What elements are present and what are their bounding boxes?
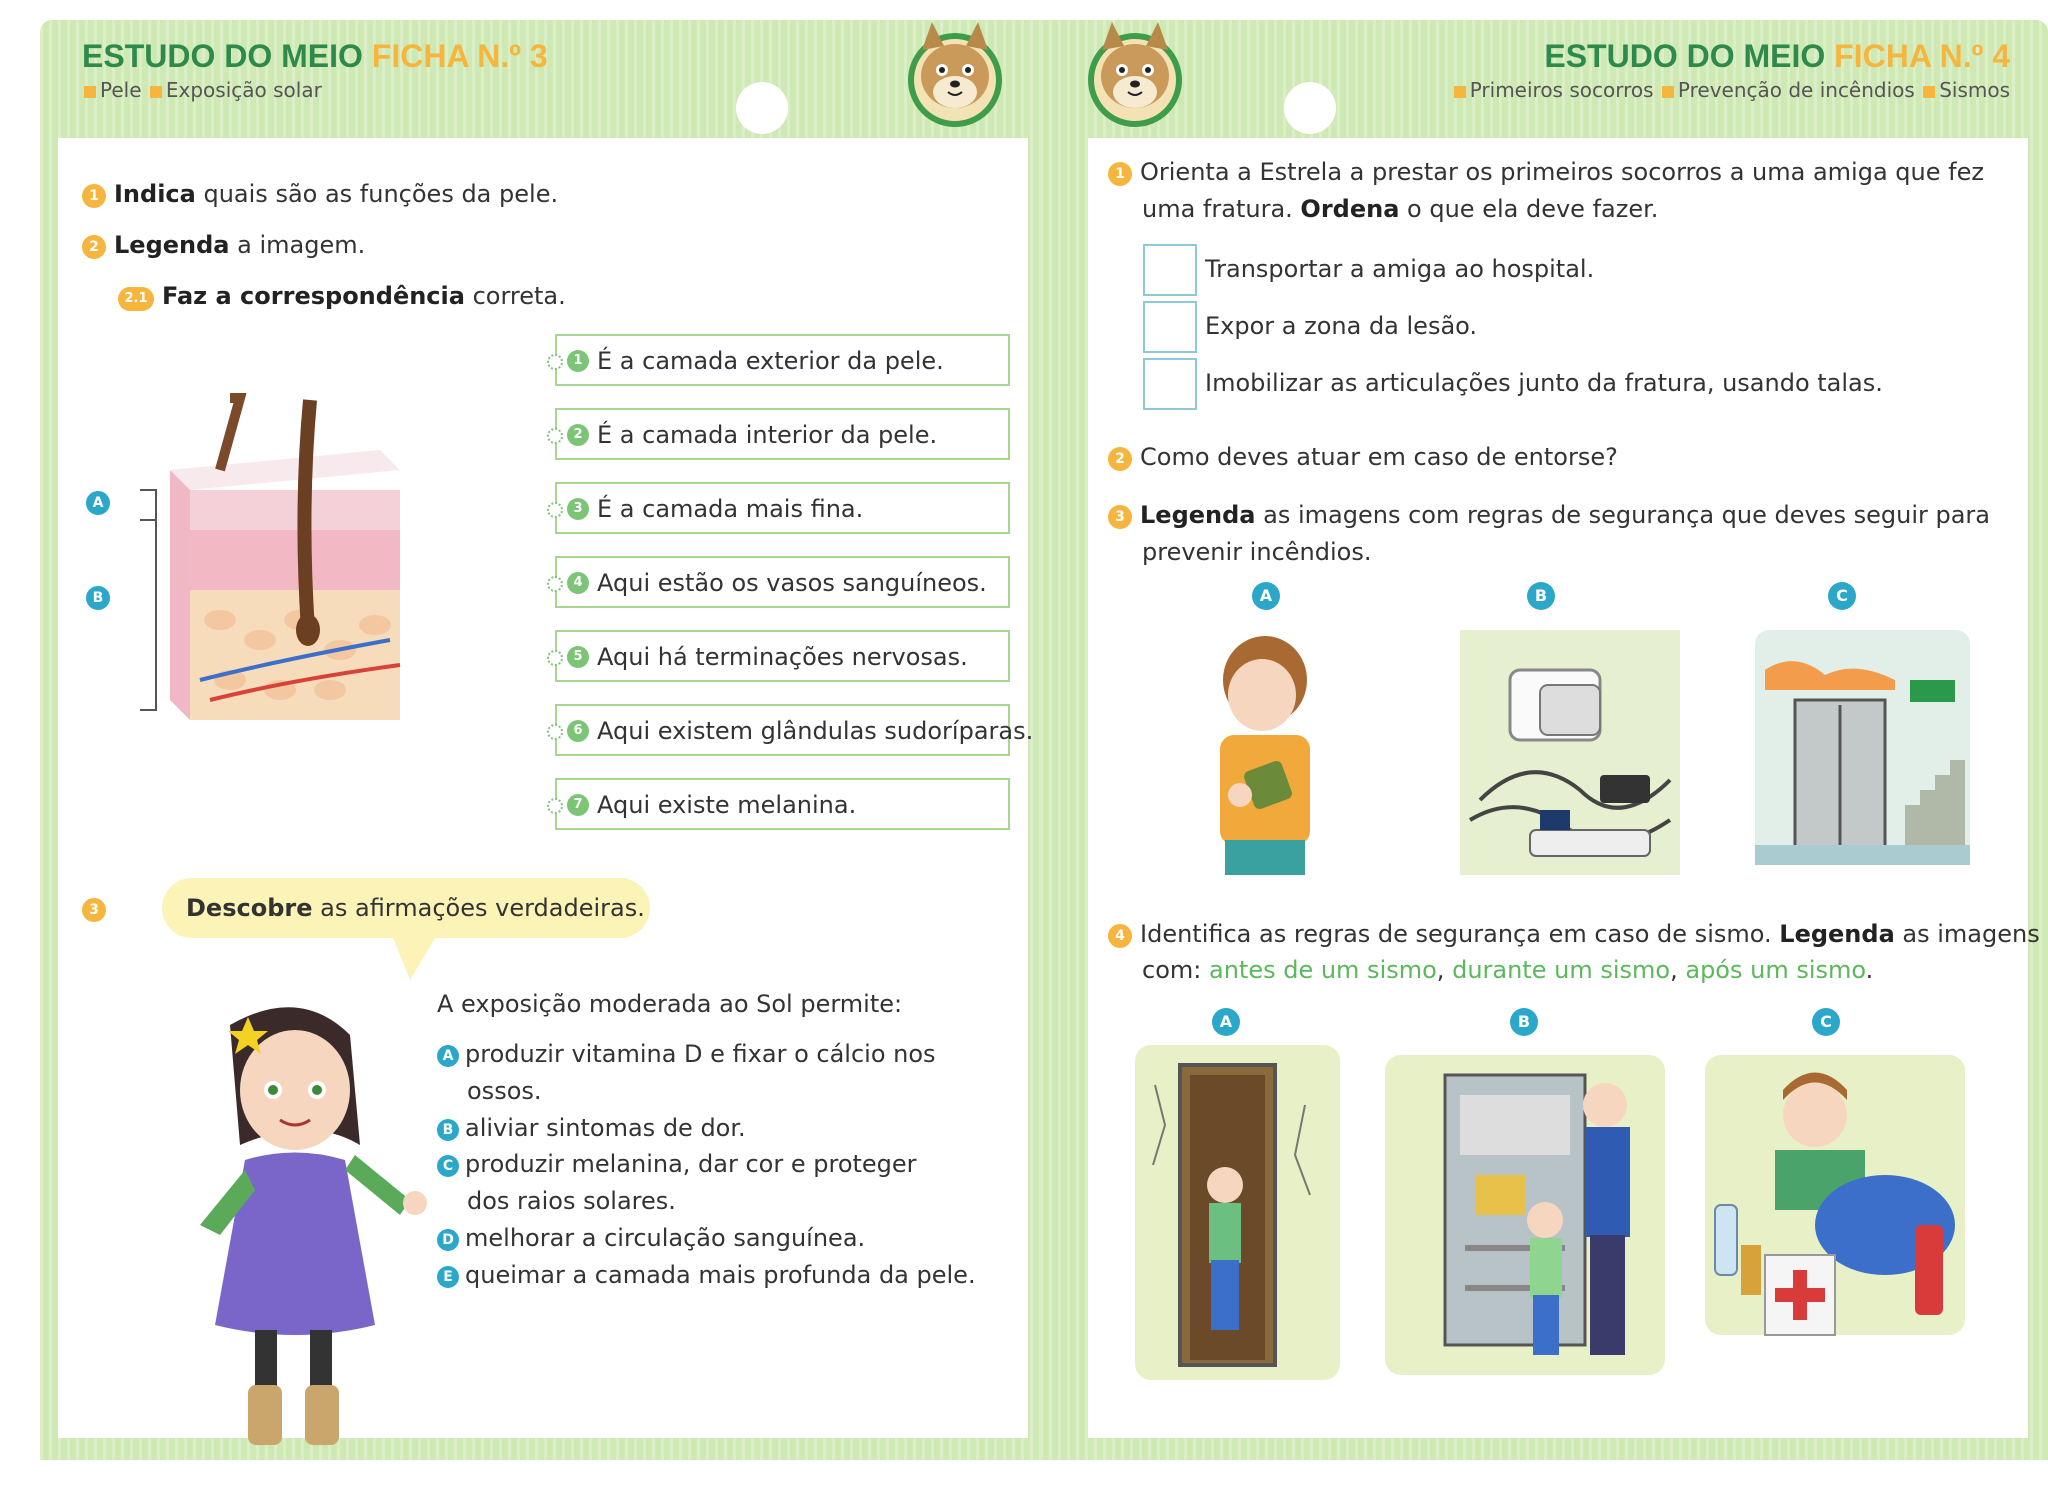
topic-item: Prevenção de incêndios [1677,78,1915,102]
binder-hole [1284,82,1336,134]
topics [1452,78,2010,102]
question-text: correta. [472,282,566,310]
question-number: 1 [1108,162,1132,186]
answer-option-during: durante um sismo [1452,956,1671,984]
answer-number: 6 [567,720,589,742]
option-letter: A [437,1045,459,1067]
page-title [82,38,548,75]
question-text: quais são as funções da pele. [203,180,559,208]
question-number: 2.1 [118,287,154,311]
answer-text: Aqui estão os vasos sanguíneos. [597,569,987,597]
overloaded-socket-illustration [1440,630,1700,875]
option-d[interactable] [437,1224,865,1252]
question-number: 1 [82,184,106,208]
answer-box[interactable] [555,704,1034,756]
order-item-text: Transportar a amiga ao hospital. [1205,255,1595,283]
option-letter: B [437,1119,459,1141]
question-1 [82,180,558,208]
skin-layer-label-b: B [86,586,110,610]
binder-hole [736,82,788,134]
question-2 [82,231,365,259]
skin-layers-diagram [80,390,500,740]
answer-box[interactable] [555,334,1010,386]
lynx-mascot-icon [1080,20,1190,130]
option-text-continued: dos raios solares. [467,1187,676,1215]
topic-item: Pele [100,78,142,102]
question-number: 3 [82,898,106,922]
r-question-1-line2 [1142,195,1658,223]
answer-box[interactable] [555,408,1010,460]
speech-bubble-tail [390,930,440,980]
answer-number: 1 [567,350,589,372]
question-text: as afirmações verdadeiras. [320,894,645,922]
question-text: o que ela deve fazer. [1407,195,1659,223]
topic-item: Exposição solar [165,78,322,102]
question-verb: Descobre [186,894,313,922]
question-verb: Indica [114,180,196,208]
elevator-fire-illustration [1755,630,1970,865]
page-ficha-3 [40,20,1040,1460]
answer-box[interactable] [555,556,1010,608]
answer-number: 3 [567,498,589,520]
answer-box[interactable] [555,482,1010,534]
option-e[interactable] [437,1261,976,1289]
skin-layer-label-a: A [86,491,110,515]
option-text: melhorar a circulação sanguínea. [465,1224,866,1252]
answer-option-after: após um sismo [1685,956,1866,984]
option-b[interactable] [437,1114,746,1142]
fire-image-label-b: B [1527,582,1555,610]
question-number: 4 [1108,924,1132,948]
answer-box[interactable] [555,630,1010,682]
ficha-number: FICHA N.º 4 [1834,38,2010,74]
option-text-continued: ossos. [467,1077,542,1105]
quake-image-label-a: A [1212,1008,1240,1036]
question-2-1 [118,282,566,311]
order-checkbox[interactable] [1143,244,1197,296]
emergency-kit-illustration [1705,1055,1975,1375]
topic-item: Primeiros socorros [1469,78,1654,102]
option-text: produzir melanina, dar cor e proteger [465,1150,917,1178]
subject-label: ESTUDO DO MEIO [1544,38,1826,74]
gas-electric-shutoff-illustration [1385,1045,1665,1375]
answer-box[interactable] [555,778,1010,830]
question-text: Identifica as regras de segurança em caso de sismo. [1140,920,1772,948]
question-number: 3 [1108,505,1132,529]
question-text: Como deves atuar em caso de entorse? [1140,443,1618,471]
answer-number: 5 [567,646,589,668]
separator: . [1865,956,1874,984]
answer-text: Aqui existem glândulas sudoríparas. [597,717,1034,745]
quake-image-label-c: C [1812,1008,1840,1036]
answer-number: 2 [567,424,589,446]
r-question-2 [1108,443,1618,471]
question-text: Orienta a Estrela a prestar os primeiros socorros a uma amiga que fez [1140,158,1984,186]
option-text: aliviar sintomas de dor. [465,1114,746,1142]
answer-text: É a camada interior da pele. [597,421,938,449]
question-number: 2 [82,235,106,259]
question-text: uma fratura. [1142,195,1293,223]
page-title [1544,38,2010,75]
boy-with-device-illustration [1170,625,1340,875]
fire-image-label-a: A [1252,582,1280,610]
option-letter: E [437,1266,459,1288]
question-verb: Faz a correspondência [162,282,465,310]
lynx-mascot-icon [900,20,1010,130]
answer-option-before: antes de um sismo [1208,956,1437,984]
question-text: com: [1142,956,1202,984]
option-letter: C [437,1155,459,1177]
quake-image-label-b: B [1510,1008,1538,1036]
option-a[interactable] [437,1040,936,1068]
answer-text: É a camada exterior da pele. [597,347,944,375]
option-text: queimar a camada mais profunda da pele. [465,1261,976,1289]
question-number: 2 [1108,447,1132,471]
answer-number: 7 [567,794,589,816]
girl-character-illustration [160,995,440,1455]
order-checkbox[interactable] [1143,358,1197,410]
ficha-number: FICHA N.º 3 [371,38,548,74]
option-letter: D [437,1229,459,1251]
separator: , [1670,956,1678,984]
statement-text: A exposição moderada ao Sol permite: [437,990,903,1018]
subject-label: ESTUDO DO MEIO [82,38,363,74]
option-text: produzir vitamina D e fixar o cálcio nos [465,1040,936,1068]
topics [82,78,322,102]
order-checkbox[interactable] [1143,301,1197,353]
question-verb: Ordena [1300,195,1400,223]
r-question-1 [1108,158,1984,186]
answer-text: Aqui existe melanina. [597,791,857,819]
r-question-3 [1108,501,1990,529]
speech-bubble [162,878,650,938]
r-question-4 [1108,920,2040,948]
separator: , [1436,956,1445,984]
order-item-text: Expor a zona da lesão. [1205,312,1478,340]
r-question-4-line2 [1142,956,1873,984]
answer-number: 4 [567,572,589,594]
question-verb: Legenda [1779,920,1895,948]
fire-image-label-c: C [1828,582,1856,610]
topic-item: Sismos [1939,78,2010,102]
question-verb: Legenda [1140,501,1256,529]
question-verb: Legenda [114,231,230,259]
answer-text: É a camada mais fina. [597,495,864,523]
doorway-shelter-illustration [1135,1045,1340,1380]
question-text: as imagens [1902,920,2040,948]
option-c[interactable] [437,1150,917,1178]
question-3-number [82,894,114,922]
question-text: as imagens com regras de segurança que deves seguir para [1263,501,1991,529]
order-item-text: Imobilizar as articulações junto da fratura, usando talas. [1205,369,1883,397]
answer-text: Aqui há terminações nervosas. [597,643,968,671]
question-text: a imagem. [237,231,366,259]
question-text-continued: prevenir incêndios. [1142,538,1372,566]
